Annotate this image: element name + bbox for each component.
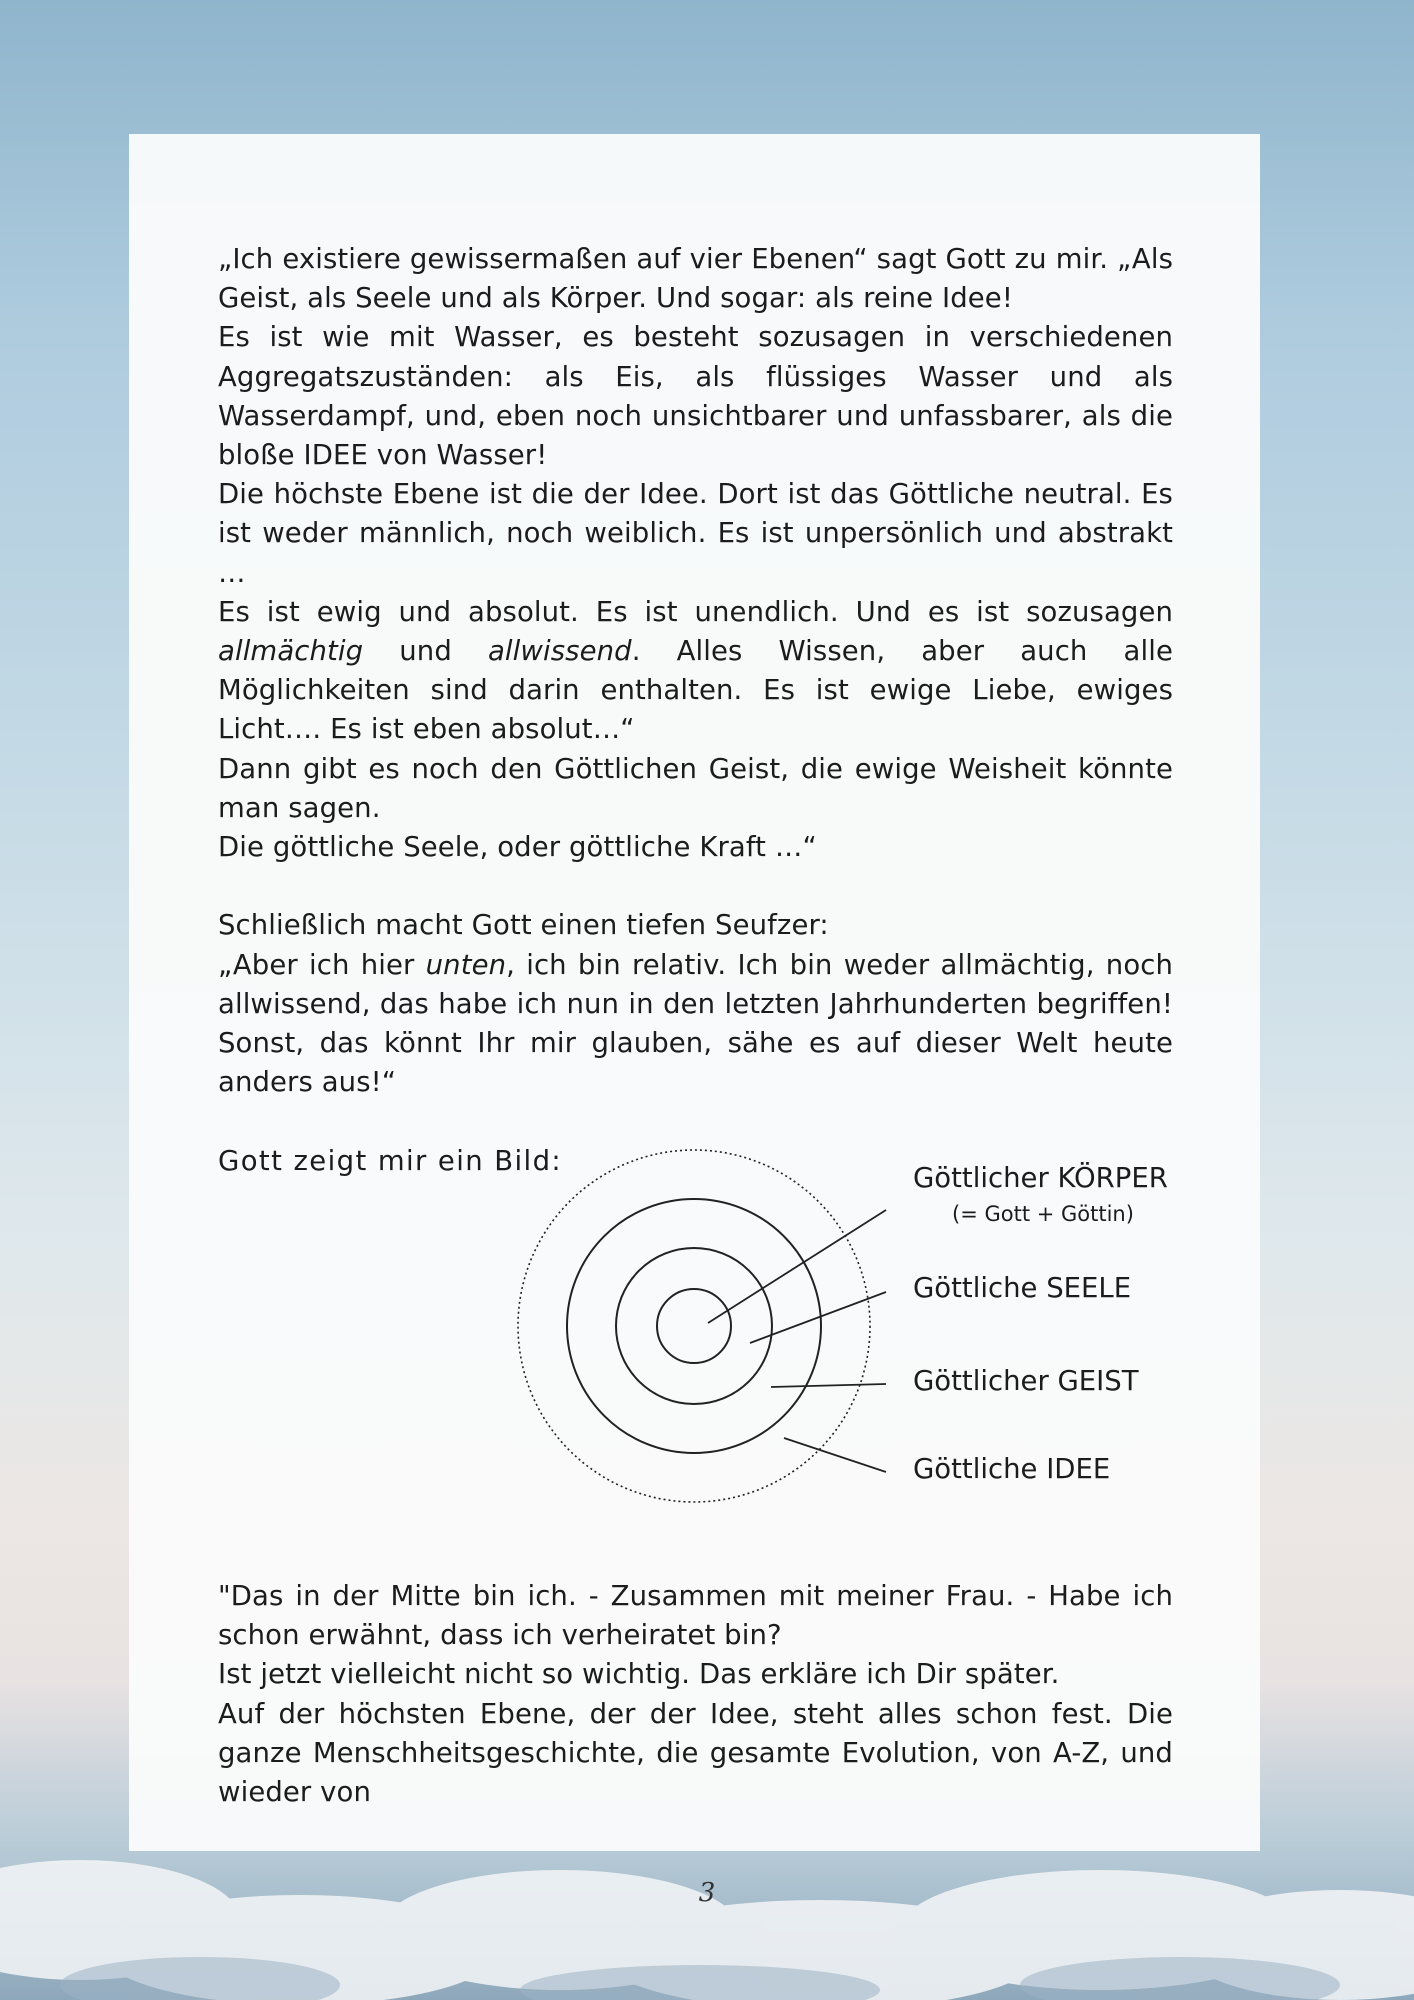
emphasis: unten: [425, 948, 507, 981]
paragraph: Die göttliche Seele, oder göttliche Kraft …“: [218, 831, 817, 864]
text-run: . Alles Wissen, aber auch alle Möglichkeiten sind darin enthalten. Es ist ewige Liebe, ewiges Licht…. Es ist eben absolut…“: [218, 635, 1173, 746]
label-idee: Göttliche IDEE: [913, 1453, 1111, 1485]
paragraph: Dann gibt es noch den Göttlichen Geist, die ewige Weisheit könnte man sagen.: [218, 752, 1173, 824]
label-koerper-sub: (= Gott + Göttin): [952, 1202, 1134, 1226]
pointer-geist: [771, 1384, 886, 1387]
paragraph: „Ich existiere gewissermaßen auf vier Ebenen“ sagt Gott zu mir. „Als Geist, als Seele und als Körper. Und sogar: als reine Idee!: [218, 243, 1173, 315]
pointer-idee: [784, 1438, 886, 1472]
emphasis: allwissend: [487, 635, 632, 668]
pointer-koerper: [708, 1210, 886, 1323]
text-block-bottom: [218, 1577, 1173, 1812]
label-koerper: Göttlicher KÖRPER: [913, 1162, 1168, 1194]
paragraph: Schließlich macht Gott einen tiefen Seufzer:: [218, 909, 829, 942]
seele-circle: [616, 1248, 772, 1404]
paragraph: [218, 946, 1173, 1103]
text-run: Es ist ewig und absolut. Es ist unendlich. Und es ist sozusagen: [218, 595, 1173, 628]
emphasis: allmächtig: [218, 635, 364, 668]
label-seele: Göttliche SEELE: [913, 1272, 1132, 1304]
concentric-circles-diagram: [508, 1140, 1208, 1520]
paragraph: Gott zeigt mir ein Bild:: [218, 1144, 563, 1177]
paragraph: Auf der höchsten Ebene, der der Idee, steht alles schon fest. Die ganze Menschheitsgeschichte, die gesamte Evolution, von A-Z, und wieder von: [218, 1697, 1173, 1809]
paragraph: Es ist wie mit Wasser, es besteht sozusagen in verschiedenen Aggregatszuständen: als Eis, als flüssiges Wasser und als Wasserdampf, und, eben noch unsichtbarer und unfassbarer, als die bloße IDEE von Wasser!: [218, 321, 1173, 472]
text-run: und: [363, 635, 488, 668]
paragraph: Ist jetzt vielleicht nicht so wichtig. Das erkläre ich Dir später.: [218, 1658, 1060, 1691]
geist-circle: [567, 1199, 821, 1453]
text-block-top: [218, 240, 1173, 1181]
page-number: 3: [698, 1878, 716, 1908]
text-run: , ich bin relativ. Ich bin weder allmächtig, noch allwissend, das habe ich nun in den letzten Jahrhunderten begriffen! Sonst, das könnt Ihr mir glauben, sähe es auf dieser Welt heute anders aus!“: [218, 948, 1173, 1099]
paragraph: [218, 593, 1173, 750]
paragraph: "Das in der Mitte bin ich. - Zusammen mit meiner Frau. - Habe ich schon erwähnt, dass ich verheiratet bin?: [218, 1580, 1173, 1652]
text-run: „Aber ich hier: [218, 948, 426, 981]
label-geist: Göttlicher GEIST: [913, 1365, 1139, 1397]
koerper-circle: [657, 1289, 731, 1363]
paragraph: Die höchste Ebene ist die der Idee. Dort ist das Göttliche neutral. Es ist weder männlich, noch weiblich. Es ist unpersönlich und abstrakt …: [218, 478, 1173, 589]
